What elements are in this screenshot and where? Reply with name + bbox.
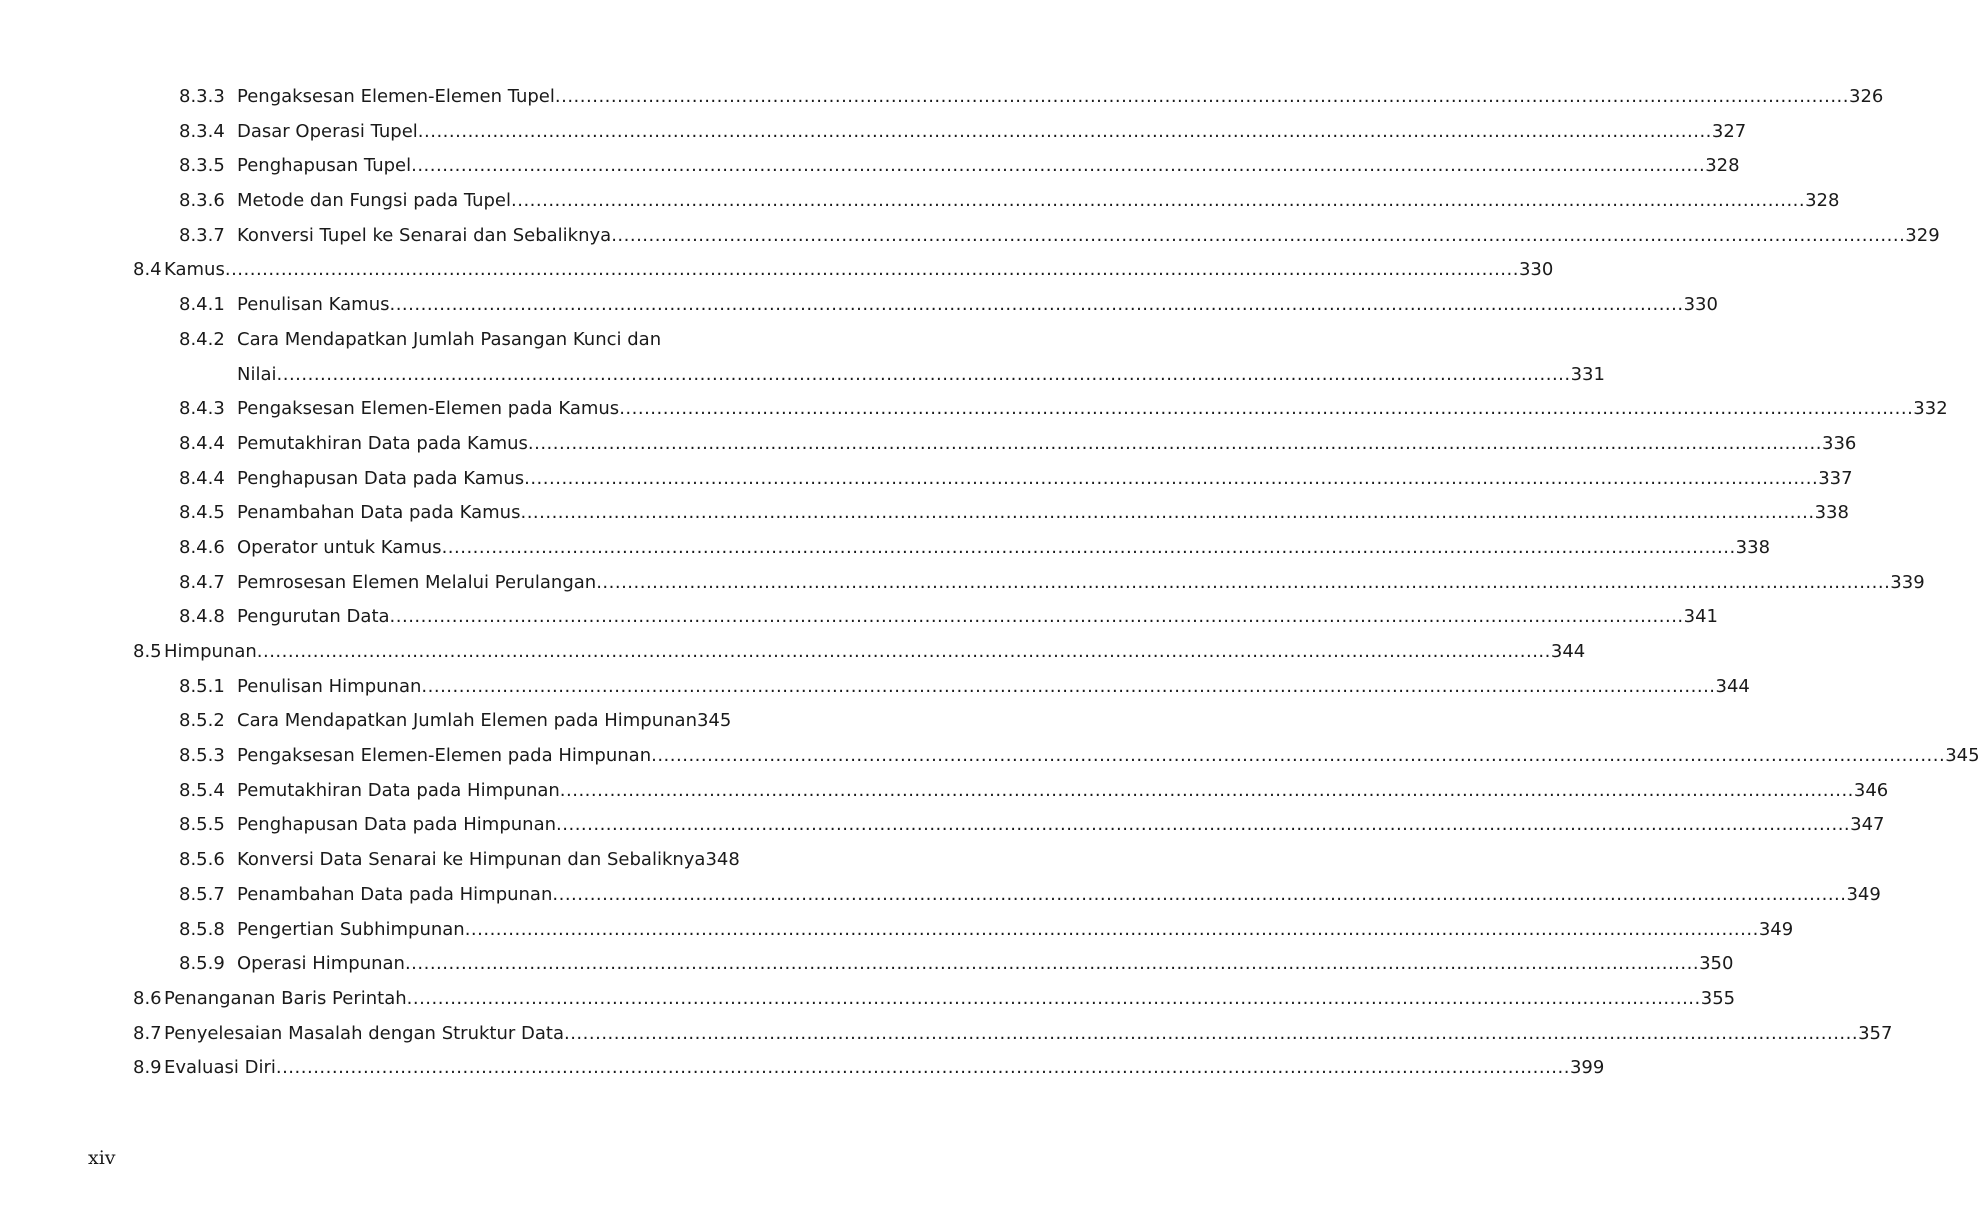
toc-entry[interactable] xyxy=(0,843,827,878)
toc-entry[interactable] xyxy=(0,600,1719,635)
toc-entry-number: 8.5.1 xyxy=(179,675,225,697)
toc-entry-page: 330 xyxy=(1518,259,1554,281)
dot-leader xyxy=(619,392,1913,427)
toc-entry-page: 331 xyxy=(1570,363,1605,385)
toc-section[interactable] xyxy=(0,635,1586,670)
toc-entry-title: Dasar Operasi Tupel xyxy=(237,120,418,142)
toc-entry-line xyxy=(237,843,740,878)
toc-entry-number: 8.3.3 xyxy=(179,86,225,107)
toc-entry-number: 8.4.4 xyxy=(179,467,225,489)
toc-entry-number: 8.5.2 xyxy=(179,710,225,732)
toc-entry-title: Operasi Himpunan xyxy=(237,953,405,975)
toc-entry-title: Pengurutan Data xyxy=(237,606,390,628)
toc-entry-title: Kamus xyxy=(164,259,225,281)
toc-entry-line xyxy=(237,774,1889,809)
dot-leader xyxy=(564,1017,1858,1052)
toc-entry-title: Penghapusan Tupel xyxy=(237,155,412,177)
toc-entry-title: Metode dan Fungsi pada Tupel xyxy=(237,190,511,212)
toc-entry-line xyxy=(237,566,1925,601)
toc-entry-number: 8.5 xyxy=(133,641,162,662)
toc-entry-line xyxy=(237,739,1980,774)
toc-entry[interactable] xyxy=(0,704,827,739)
dot-leader xyxy=(528,427,1822,462)
toc-entry-number: 8.5.4 xyxy=(179,779,225,801)
toc-entry-number: 8.4.1 xyxy=(179,294,225,316)
dot-leader xyxy=(407,982,1701,1017)
toc-entry-title: Pemutakhiran Data pada Kamus xyxy=(237,432,528,454)
dot-leader xyxy=(442,531,1736,566)
toc-entry-number: 8.5.8 xyxy=(179,918,225,940)
dot-leader xyxy=(405,947,1699,982)
toc-entry-title: Konversi Tupel ke Senarai dan Sebaliknya xyxy=(237,224,612,246)
toc-entry-line xyxy=(237,878,1881,913)
toc-entry[interactable] xyxy=(0,670,1750,705)
toc-entry[interactable] xyxy=(0,462,1853,497)
toc-entry-page: 328 xyxy=(1705,155,1740,177)
toc-entry-page: 349 xyxy=(1846,883,1881,905)
toc-entry-page: 337 xyxy=(1818,467,1853,489)
toc-entry-title: Pengaksesan Elemen-Elemen Tupel xyxy=(237,86,555,107)
toc-entry-line xyxy=(237,288,1718,323)
toc-entry-number: 8.6 xyxy=(133,987,162,1009)
toc-entry-line xyxy=(237,531,1771,566)
dot-leader xyxy=(257,635,1551,670)
toc-entry[interactable] xyxy=(0,288,1718,323)
toc-entry-page: 332 xyxy=(1913,398,1948,420)
dot-leader xyxy=(411,149,1705,184)
dot-leader xyxy=(421,670,1715,705)
dot-leader xyxy=(390,600,1684,635)
dot-leader xyxy=(552,878,1846,913)
toc-entry-number: 8.4.5 xyxy=(179,502,225,524)
toc-entry[interactable] xyxy=(0,531,1771,566)
toc-entry-title: Pengaksesan Elemen-Elemen pada Kamus xyxy=(237,398,620,420)
toc-entry-title: Penambahan Data pada Himpunan xyxy=(237,883,553,905)
dot-leader xyxy=(511,184,1805,219)
toc-entry-line xyxy=(237,184,1840,219)
toc-entry-page: 339 xyxy=(1890,571,1925,593)
toc-entry[interactable] xyxy=(0,496,1849,531)
dot-leader xyxy=(389,288,1683,323)
toc-entry-page: 338 xyxy=(1735,536,1771,558)
toc-entry-page: 348 xyxy=(705,849,740,871)
toc-entry-title: Pemrosesan Elemen Melalui Perulangan xyxy=(237,571,597,593)
toc-entry-number: 8.3.6 xyxy=(179,190,225,212)
toc-entry[interactable] xyxy=(0,427,1857,462)
toc-entry-page: 399 xyxy=(1569,1057,1605,1079)
toc-entry-number: 8.7 xyxy=(133,1022,162,1044)
toc-entry-title: Penulisan Kamus xyxy=(237,294,390,316)
toc-entry-page: 345 xyxy=(696,710,732,732)
toc-entry-page: 349 xyxy=(1758,918,1794,940)
dot-leader xyxy=(277,358,1571,393)
toc-entry-number: 8.4.7 xyxy=(179,571,225,593)
toc-section[interactable] xyxy=(0,1051,1605,1086)
toc-entry-continuation[interactable] xyxy=(0,358,1605,393)
toc-section[interactable] xyxy=(0,253,1554,288)
toc-entry-page: 341 xyxy=(1683,606,1719,628)
toc-entry-page: 336 xyxy=(1822,432,1857,454)
toc-entry-number: 8.3.5 xyxy=(179,155,225,177)
dot-leader xyxy=(611,219,1905,254)
toc-entry-title: Operator untuk Kamus xyxy=(237,536,442,558)
table-of-contents xyxy=(0,80,1980,1086)
toc-section[interactable] xyxy=(0,1017,1893,1052)
toc-entry-number: 8.3.7 xyxy=(179,224,225,246)
toc-entry-number: 8.5.3 xyxy=(179,745,225,767)
toc-entry-page: 327 xyxy=(1711,120,1747,142)
dot-leader xyxy=(651,739,1945,774)
toc-entry[interactable] xyxy=(0,184,1840,219)
toc-entry-title: Konversi Data Senarai ke Himpunan dan Sebaliknya xyxy=(237,849,706,871)
toc-entry[interactable] xyxy=(0,392,1948,427)
toc-entry-number: 8.5.5 xyxy=(179,814,225,836)
dot-leader xyxy=(560,774,1854,809)
toc-entry-number: 8.5.7 xyxy=(179,883,225,905)
toc-entry-line xyxy=(237,947,1734,982)
dot-leader xyxy=(520,496,1814,531)
toc-entry[interactable] xyxy=(0,115,1747,150)
toc-entry-line xyxy=(237,496,1849,531)
toc-entry-line xyxy=(237,358,1605,393)
toc-entry-line xyxy=(237,808,1885,843)
toc-entry[interactable] xyxy=(0,80,1884,115)
toc-entry-number: 8.4.8 xyxy=(179,606,225,628)
dot-leader xyxy=(596,566,1890,601)
toc-entry-line xyxy=(237,670,1750,705)
dot-leader xyxy=(555,80,1849,115)
toc-entry-line xyxy=(164,253,1554,288)
toc-entry-number: 8.3.4 xyxy=(179,120,225,142)
toc-entry-line xyxy=(164,635,1586,670)
toc-entry-line xyxy=(164,1017,1893,1052)
toc-entry-number: 8.4.6 xyxy=(179,536,225,558)
toc-entry[interactable] xyxy=(0,878,1881,913)
toc-entry-line xyxy=(237,115,1747,150)
toc-entry-number: 8.4.4 xyxy=(179,432,225,454)
dot-leader xyxy=(225,253,1519,288)
toc-entry-page: 344 xyxy=(1715,675,1750,697)
toc-entry-page: 329 xyxy=(1905,224,1940,246)
toc-entry[interactable] xyxy=(0,947,1734,982)
toc-entry-line xyxy=(237,80,1884,115)
toc-entry-title: Pengertian Subhimpunan xyxy=(237,918,465,940)
dot-leader xyxy=(276,1051,1570,1086)
dot-leader xyxy=(524,462,1818,497)
toc-entry[interactable] xyxy=(0,808,1885,843)
toc-entry-title: Pengaksesan Elemen-Elemen pada Himpunan xyxy=(237,745,652,767)
toc-entry-page: 357 xyxy=(1858,1022,1893,1044)
toc-entry[interactable] xyxy=(0,774,1889,809)
toc-entry-page: 328 xyxy=(1805,190,1840,212)
toc-entry-page: 326 xyxy=(1849,86,1884,107)
toc-entry-title: Penanganan Baris Perintah xyxy=(164,987,407,1009)
toc-entry-title: Penghapusan Data pada Kamus xyxy=(237,467,525,489)
toc-entry[interactable] xyxy=(0,913,1794,948)
toc-entry-page: 330 xyxy=(1683,294,1718,316)
toc-entry-number: 8.5.9 xyxy=(179,953,225,975)
toc-entry[interactable] xyxy=(0,219,1940,254)
toc-entry-line xyxy=(237,704,732,739)
toc-entry-page: 350 xyxy=(1699,953,1734,975)
toc-entry-page: 338 xyxy=(1814,502,1849,524)
toc-entry-page: 344 xyxy=(1550,641,1586,662)
dot-leader xyxy=(418,115,1712,150)
toc-entry-page: 345 xyxy=(1945,745,1980,767)
toc-entry-line xyxy=(237,219,1940,254)
toc-entry-title: Pemutakhiran Data pada Himpunan xyxy=(237,779,560,801)
toc-entry-title: Cara Mendapatkan Jumlah Elemen pada Himpunan xyxy=(237,710,697,732)
toc-entry-title: Penghapusan Data pada Himpunan xyxy=(237,814,557,836)
toc-entry-number: 8.9 xyxy=(133,1057,162,1079)
toc-entry[interactable] xyxy=(0,149,1740,184)
toc-entry-title-continuation: Nilai xyxy=(237,363,277,385)
toc-entry-line xyxy=(237,427,1857,462)
toc-entry-line xyxy=(164,1051,1605,1086)
toc-entry-number: 8.4.2 xyxy=(179,328,225,350)
toc-entry-line xyxy=(237,913,1794,948)
toc-entry-line xyxy=(237,149,1740,184)
toc-entry-title: Penambahan Data pada Kamus xyxy=(237,502,521,524)
toc-entry-number: 8.4.3 xyxy=(179,398,225,420)
toc-entry-line xyxy=(164,982,1736,1017)
toc-entry-page: 346 xyxy=(1853,779,1889,801)
page-number: xiv xyxy=(88,1147,116,1169)
toc-entry-line xyxy=(237,392,1948,427)
toc-entry-page: 347 xyxy=(1850,814,1885,836)
toc-entry-line xyxy=(237,600,1719,635)
toc-entry-line xyxy=(237,462,1853,497)
toc-entry-number: 8.5.6 xyxy=(179,849,225,871)
toc-entry[interactable] xyxy=(0,739,1980,774)
toc-entry[interactable] xyxy=(0,566,1925,601)
toc-entry-line xyxy=(237,323,732,358)
toc-entry-title: Penyelesaian Masalah dengan Struktur Data xyxy=(164,1022,564,1044)
toc-entry-title: Evaluasi Diri xyxy=(164,1057,276,1079)
toc-section[interactable] xyxy=(0,982,1736,1017)
toc-entry[interactable] xyxy=(0,323,827,358)
toc-entry-title: Cara Mendapatkan Jumlah Pasangan Kunci dan xyxy=(237,328,662,350)
dot-leader xyxy=(465,913,1759,948)
toc-entry-page: 355 xyxy=(1700,987,1736,1009)
toc-entry-title: Himpunan xyxy=(164,641,257,662)
dot-leader xyxy=(556,808,1850,843)
toc-entry-title: Penulisan Himpunan xyxy=(237,675,422,697)
toc-entry-number: 8.4 xyxy=(133,259,162,281)
